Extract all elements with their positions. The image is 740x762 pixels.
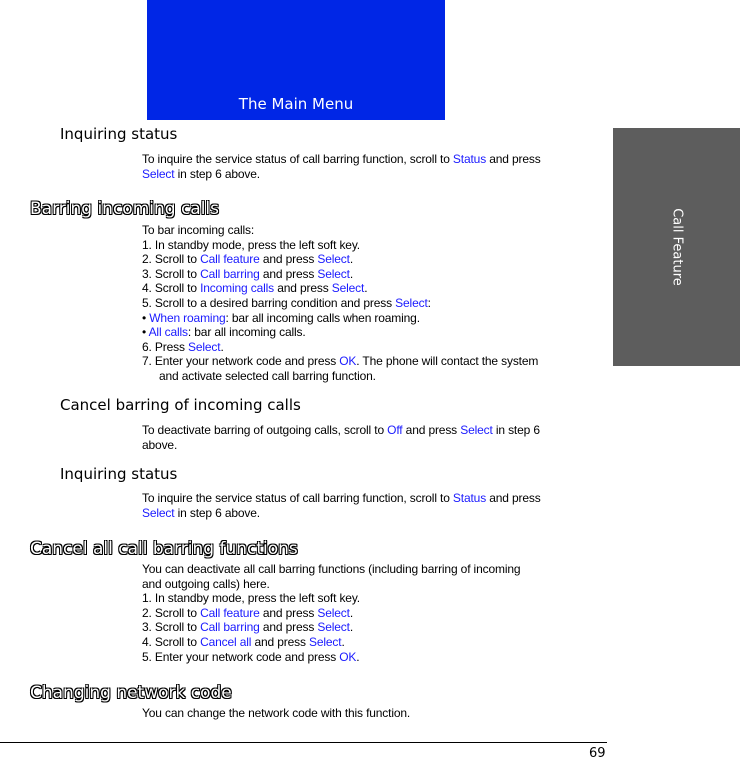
section-heading-cancel-incoming: Cancel barring of incoming calls — [60, 396, 301, 414]
section-heading-inquiring-status: Inquiring status — [60, 125, 178, 143]
section-heading-inquiring-status-2: Inquiring status — [60, 465, 178, 483]
main-menu-banner — [147, 0, 445, 120]
section-heading-cancel-all: Cancel all call barring functions — [30, 539, 298, 559]
chapter-side-tab — [613, 128, 740, 366]
footer-rule — [0, 742, 607, 743]
cancel-all-body: You can deactivate all call barring functions (including barring of incoming and outgoing calls) here. 1. In standby mode, press the left soft key. 2. Scroll to Call feature and press Select. 3. Scroll to Call barring and press Select. 4. Scroll to Cancel all and press Select. 5. Enter your network code and press OK. — [142, 562, 521, 664]
section-heading-barring-incoming: Barring incoming calls — [30, 199, 220, 219]
banner-title: The Main Menu — [238, 95, 354, 113]
change-code-body: You can change the network code with this function. — [142, 706, 411, 720]
inquiring-status-body: To inquire the service status of call barring function, scroll to Status and press Select in step 6 above. — [142, 152, 541, 181]
cancel-incoming-body: To deactivate barring of outgoing calls, scroll to Off and press Select in step 6 above. — [142, 423, 540, 452]
section-heading-change-code: Changing network code — [30, 683, 232, 703]
page-number: 69 — [589, 746, 606, 761]
barring-incoming-body: To bar incoming calls: 1. In standby mode, press the left soft key. 2. Scroll to Call feature and press Select. 3. Scroll to Call barring and press Select. 4. Scroll to Incoming calls and press Select. 5. Scroll to a desired barring condition and press Select: • When roaming: bar all incoming calls when roaming. • All calls: bar all incoming calls. 6. Press Select. 7. Enter your network code and press OK. The phone will contact the system and activate selected call barring function. — [142, 223, 539, 383]
chapter-tab-label: Call Feature — [669, 208, 684, 286]
inquiring-status-2-body: To inquire the service status of call barring function, scroll to Status and press Select in step 6 above. — [142, 491, 541, 520]
